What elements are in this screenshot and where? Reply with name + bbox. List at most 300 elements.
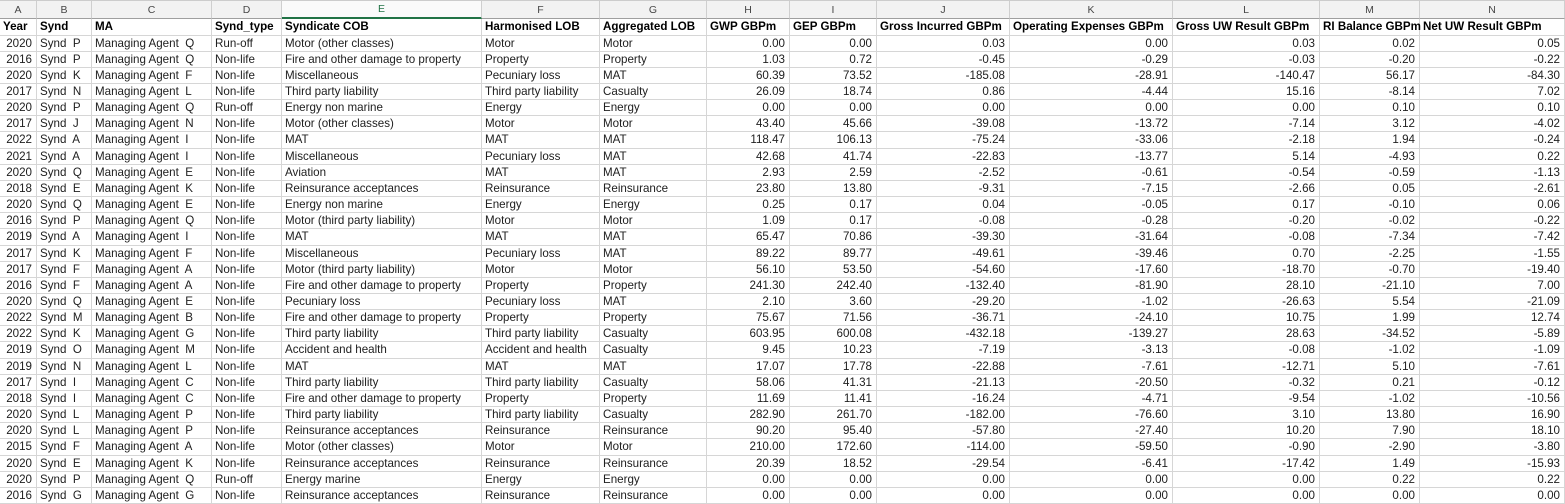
cell[interactable]: -18.70 [1173, 262, 1320, 278]
cell[interactable]: 7.90 [1320, 423, 1420, 439]
cell[interactable]: Pecuniary loss [482, 68, 600, 84]
cell[interactable]: 2017 [0, 246, 37, 262]
cell[interactable]: 0.00 [707, 36, 790, 52]
cell[interactable]: -9.31 [877, 181, 1010, 197]
cell[interactable]: 1.49 [1320, 456, 1420, 472]
cell[interactable]: Synd K [37, 326, 92, 342]
cell[interactable]: -1.09 [1420, 342, 1565, 358]
cell[interactable]: Non-life [212, 262, 282, 278]
cell[interactable]: Synd A [37, 229, 92, 245]
cell[interactable]: 2016 [0, 278, 37, 294]
cell[interactable]: -34.52 [1320, 326, 1420, 342]
cell[interactable]: Property [482, 391, 600, 407]
cell[interactable]: -22.83 [877, 149, 1010, 165]
cell[interactable]: Casualty [600, 84, 707, 100]
cell[interactable]: -75.24 [877, 132, 1010, 148]
header-cell-N[interactable]: Net UW Result GBPm [1420, 19, 1565, 36]
cell[interactable]: Managing Agent E [92, 165, 212, 181]
cell[interactable]: -21.13 [877, 375, 1010, 391]
cell[interactable]: Motor (other classes) [282, 36, 482, 52]
cell[interactable]: Managing Agent P [92, 423, 212, 439]
cell[interactable]: Synd K [37, 68, 92, 84]
cell[interactable]: Energy marine [282, 472, 482, 488]
cell[interactable]: Managing Agent A [92, 439, 212, 455]
cell[interactable]: 2020 [0, 165, 37, 181]
cell[interactable]: 2020 [0, 456, 37, 472]
cell[interactable]: 0.10 [1320, 100, 1420, 116]
cell[interactable]: Non-life [212, 181, 282, 197]
cell[interactable]: 2016 [0, 213, 37, 229]
cell[interactable]: Energy [482, 472, 600, 488]
header-cell-H[interactable]: GWP GBPm [707, 19, 790, 36]
header-cell-K[interactable]: Operating Expenses GBPm [1010, 19, 1173, 36]
cell[interactable]: 210.00 [707, 439, 790, 455]
cell[interactable]: Non-life [212, 213, 282, 229]
cell[interactable]: -0.20 [1173, 213, 1320, 229]
cell[interactable]: Accident and health [482, 342, 600, 358]
cell[interactable]: 0.00 [1320, 488, 1420, 504]
header-cell-L[interactable]: Gross UW Result GBPm [1173, 19, 1320, 36]
cell[interactable]: -54.60 [877, 262, 1010, 278]
cell[interactable]: 0.10 [1420, 100, 1565, 116]
cell[interactable]: 0.00 [790, 472, 877, 488]
cell[interactable]: 0.00 [1420, 488, 1565, 504]
cell[interactable]: -8.14 [1320, 84, 1420, 100]
cell[interactable]: Reinsurance [600, 488, 707, 504]
cell[interactable]: 1.99 [1320, 310, 1420, 326]
cell[interactable]: 18.52 [790, 456, 877, 472]
cell[interactable]: 16.90 [1420, 407, 1565, 423]
cell[interactable]: -31.64 [1010, 229, 1173, 245]
column-letter-K[interactable]: K [1010, 1, 1173, 19]
cell[interactable]: Motor [600, 262, 707, 278]
cell[interactable]: 0.00 [1173, 488, 1320, 504]
header-cell-I[interactable]: GEP GBPm [790, 19, 877, 36]
cell[interactable]: 2020 [0, 36, 37, 52]
cell[interactable]: 0.05 [1320, 181, 1420, 197]
cell[interactable]: Synd I [37, 375, 92, 391]
cell[interactable]: Motor [600, 213, 707, 229]
cell[interactable]: Managing Agent C [92, 391, 212, 407]
cell[interactable]: Third party liability [282, 326, 482, 342]
column-letter-C[interactable]: C [92, 1, 212, 19]
cell[interactable]: 2019 [0, 359, 37, 375]
cell[interactable]: Managing Agent F [92, 68, 212, 84]
cell[interactable]: -29.54 [877, 456, 1010, 472]
cell[interactable]: -182.00 [877, 407, 1010, 423]
column-letter-G[interactable]: G [600, 1, 707, 19]
cell[interactable]: 2017 [0, 116, 37, 132]
cell[interactable]: MAT [482, 165, 600, 181]
cell[interactable]: Pecuniary loss [482, 246, 600, 262]
cell[interactable]: 1.03 [707, 52, 790, 68]
cell[interactable]: 11.69 [707, 391, 790, 407]
cell[interactable]: 70.86 [790, 229, 877, 245]
cell[interactable]: 2018 [0, 391, 37, 407]
cell[interactable]: Property [482, 52, 600, 68]
cell[interactable]: Motor [482, 116, 600, 132]
cell[interactable]: Managing Agent Q [92, 36, 212, 52]
cell[interactable]: Property [600, 278, 707, 294]
cell[interactable]: 1.94 [1320, 132, 1420, 148]
cell[interactable]: Property [482, 310, 600, 326]
cell[interactable]: Synd L [37, 407, 92, 423]
column-letter-B[interactable]: B [37, 1, 92, 19]
cell[interactable]: -0.22 [1420, 213, 1565, 229]
cell[interactable]: Non-life [212, 116, 282, 132]
cell[interactable]: Synd P [37, 100, 92, 116]
cell[interactable]: 60.39 [707, 68, 790, 84]
cell[interactable]: -0.22 [1420, 52, 1565, 68]
cell[interactable]: Synd Q [37, 294, 92, 310]
cell[interactable]: -76.60 [1010, 407, 1173, 423]
cell[interactable]: Fire and other damage to property [282, 310, 482, 326]
cell[interactable]: Synd I [37, 391, 92, 407]
cell[interactable]: 13.80 [1320, 407, 1420, 423]
cell[interactable]: 0.00 [707, 472, 790, 488]
cell[interactable]: 0.00 [790, 488, 877, 504]
cell[interactable]: 56.17 [1320, 68, 1420, 84]
cell[interactable]: -0.08 [877, 213, 1010, 229]
cell[interactable]: 15.16 [1173, 84, 1320, 100]
cell[interactable]: Managing Agent L [92, 359, 212, 375]
cell[interactable]: -140.47 [1173, 68, 1320, 84]
cell[interactable]: 17.78 [790, 359, 877, 375]
cell[interactable]: 43.40 [707, 116, 790, 132]
cell[interactable]: 28.10 [1173, 278, 1320, 294]
cell[interactable]: Managing Agent Q [92, 213, 212, 229]
cell[interactable]: -0.45 [877, 52, 1010, 68]
cell[interactable]: Non-life [212, 52, 282, 68]
cell[interactable]: MAT [600, 294, 707, 310]
cell[interactable]: Non-life [212, 439, 282, 455]
column-letter-A[interactable]: A [0, 1, 37, 19]
cell[interactable]: 7.02 [1420, 84, 1565, 100]
cell[interactable]: MAT [282, 229, 482, 245]
cell[interactable]: 2017 [0, 375, 37, 391]
cell[interactable]: 0.70 [1173, 246, 1320, 262]
cell[interactable]: 95.40 [790, 423, 877, 439]
cell[interactable]: Energy [482, 197, 600, 213]
cell[interactable]: Reinsurance [600, 456, 707, 472]
header-cell-F[interactable]: Harmonised LOB [482, 19, 600, 36]
cell[interactable]: -13.72 [1010, 116, 1173, 132]
cell[interactable]: 23.80 [707, 181, 790, 197]
cell[interactable]: -33.06 [1010, 132, 1173, 148]
cell[interactable]: Third party liability [282, 375, 482, 391]
cell[interactable]: 5.14 [1173, 149, 1320, 165]
cell[interactable]: 2020 [0, 407, 37, 423]
cell[interactable]: -39.30 [877, 229, 1010, 245]
cell[interactable]: 41.31 [790, 375, 877, 391]
cell[interactable]: 2020 [0, 423, 37, 439]
cell[interactable]: 0.22 [1420, 149, 1565, 165]
cell[interactable]: -0.54 [1173, 165, 1320, 181]
cell[interactable]: Motor [600, 116, 707, 132]
column-letter-J[interactable]: J [877, 1, 1010, 19]
cell[interactable]: 1.09 [707, 213, 790, 229]
cell[interactable]: 2016 [0, 52, 37, 68]
cell[interactable]: Synd P [37, 472, 92, 488]
cell[interactable]: Third party liability [482, 84, 600, 100]
cell[interactable]: Third party liability [482, 326, 600, 342]
cell[interactable]: Pecuniary loss [482, 294, 600, 310]
cell[interactable]: 2020 [0, 68, 37, 84]
cell[interactable]: Motor [600, 439, 707, 455]
cell[interactable]: Miscellaneous [282, 68, 482, 84]
cell[interactable]: 600.08 [790, 326, 877, 342]
cell[interactable]: Managing Agent Q [92, 472, 212, 488]
cell[interactable]: -21.09 [1420, 294, 1565, 310]
cell[interactable]: 172.60 [790, 439, 877, 455]
cell[interactable]: -84.30 [1420, 68, 1565, 84]
cell[interactable]: -24.10 [1010, 310, 1173, 326]
cell[interactable]: -132.40 [877, 278, 1010, 294]
cell[interactable]: 65.47 [707, 229, 790, 245]
cell[interactable]: -4.93 [1320, 149, 1420, 165]
cell[interactable]: -81.90 [1010, 278, 1173, 294]
cell[interactable]: Third party liability [282, 407, 482, 423]
cell[interactable]: Managing Agent P [92, 407, 212, 423]
cell[interactable]: 10.23 [790, 342, 877, 358]
cell[interactable]: -0.08 [1173, 229, 1320, 245]
cell[interactable]: 45.66 [790, 116, 877, 132]
cell[interactable]: Property [482, 278, 600, 294]
cell[interactable]: Non-life [212, 246, 282, 262]
cell[interactable]: 2021 [0, 149, 37, 165]
cell[interactable]: -12.71 [1173, 359, 1320, 375]
cell[interactable]: -0.32 [1173, 375, 1320, 391]
cell[interactable]: Reinsurance acceptances [282, 456, 482, 472]
cell[interactable]: Run-off [212, 472, 282, 488]
cell[interactable]: Casualty [600, 326, 707, 342]
cell[interactable]: -0.08 [1173, 342, 1320, 358]
cell[interactable]: 0.00 [707, 488, 790, 504]
cell[interactable]: MAT [600, 246, 707, 262]
cell[interactable]: -28.91 [1010, 68, 1173, 84]
cell[interactable]: -59.50 [1010, 439, 1173, 455]
cell[interactable]: Non-life [212, 342, 282, 358]
cell[interactable]: -36.71 [877, 310, 1010, 326]
cell[interactable]: 2019 [0, 342, 37, 358]
cell[interactable]: -39.46 [1010, 246, 1173, 262]
cell[interactable]: Synd G [37, 488, 92, 504]
cell[interactable]: -0.29 [1010, 52, 1173, 68]
cell[interactable]: 53.50 [790, 262, 877, 278]
cell[interactable]: -1.02 [1010, 294, 1173, 310]
cell[interactable]: MAT [482, 132, 600, 148]
cell[interactable]: 0.00 [1010, 36, 1173, 52]
cell[interactable]: -0.05 [1010, 197, 1173, 213]
header-cell-B[interactable]: Synd [37, 19, 92, 36]
cell[interactable]: Synd E [37, 181, 92, 197]
cell[interactable]: Reinsurance acceptances [282, 181, 482, 197]
cell[interactable]: 0.00 [790, 100, 877, 116]
cell[interactable]: Synd K [37, 246, 92, 262]
cell[interactable]: 18.10 [1420, 423, 1565, 439]
cell[interactable]: Synd E [37, 456, 92, 472]
cell[interactable]: Run-off [212, 100, 282, 116]
cell[interactable]: Managing Agent F [92, 246, 212, 262]
cell[interactable]: Property [600, 391, 707, 407]
cell[interactable]: Property [600, 310, 707, 326]
cell[interactable]: MAT [600, 149, 707, 165]
cell[interactable]: -0.28 [1010, 213, 1173, 229]
column-letter-N[interactable]: N [1420, 1, 1565, 19]
cell[interactable]: 0.05 [1420, 36, 1565, 52]
header-cell-A[interactable]: Year [0, 19, 37, 36]
cell[interactable]: -114.00 [877, 439, 1010, 455]
cell[interactable]: 41.74 [790, 149, 877, 165]
cell[interactable]: Motor [482, 262, 600, 278]
cell[interactable]: Managing Agent I [92, 229, 212, 245]
cell[interactable]: 0.04 [877, 197, 1010, 213]
cell[interactable]: -16.24 [877, 391, 1010, 407]
cell[interactable]: 2020 [0, 294, 37, 310]
cell[interactable]: 7.00 [1420, 278, 1565, 294]
cell[interactable]: 71.56 [790, 310, 877, 326]
cell[interactable]: -0.90 [1173, 439, 1320, 455]
cell[interactable]: 3.10 [1173, 407, 1320, 423]
cell[interactable]: -1.02 [1320, 342, 1420, 358]
cell[interactable]: Synd F [37, 262, 92, 278]
cell[interactable]: 12.74 [1420, 310, 1565, 326]
cell[interactable]: 0.86 [877, 84, 1010, 100]
cell[interactable]: -2.25 [1320, 246, 1420, 262]
cell[interactable]: 0.00 [877, 100, 1010, 116]
cell[interactable]: Non-life [212, 68, 282, 84]
cell[interactable]: Reinsurance [482, 456, 600, 472]
cell[interactable]: Third party liability [482, 375, 600, 391]
cell[interactable]: Motor [482, 439, 600, 455]
cell[interactable]: Non-life [212, 423, 282, 439]
cell[interactable]: Energy [600, 197, 707, 213]
cell[interactable]: 0.72 [790, 52, 877, 68]
cell[interactable]: 2017 [0, 262, 37, 278]
cell[interactable]: Casualty [600, 375, 707, 391]
cell[interactable]: 2.59 [790, 165, 877, 181]
cell[interactable]: -1.55 [1420, 246, 1565, 262]
cell[interactable]: 90.20 [707, 423, 790, 439]
cell[interactable]: 73.52 [790, 68, 877, 84]
cell[interactable]: MAT [482, 359, 600, 375]
cell[interactable]: -0.12 [1420, 375, 1565, 391]
column-letter-H[interactable]: H [707, 1, 790, 19]
cell[interactable]: Non-life [212, 278, 282, 294]
cell[interactable]: Synd M [37, 310, 92, 326]
cell[interactable]: Managing Agent G [92, 488, 212, 504]
cell[interactable]: -7.61 [1010, 359, 1173, 375]
cell[interactable]: -17.60 [1010, 262, 1173, 278]
cell[interactable]: MAT [282, 132, 482, 148]
cell[interactable]: Synd P [37, 213, 92, 229]
cell[interactable]: 42.68 [707, 149, 790, 165]
cell[interactable]: Managing Agent C [92, 375, 212, 391]
cell[interactable]: 106.13 [790, 132, 877, 148]
cell[interactable]: Aviation [282, 165, 482, 181]
cell[interactable]: Third party liability [482, 407, 600, 423]
cell[interactable]: 241.30 [707, 278, 790, 294]
cell[interactable]: -27.40 [1010, 423, 1173, 439]
cell[interactable]: -4.71 [1010, 391, 1173, 407]
cell[interactable]: 0.00 [1010, 472, 1173, 488]
cell[interactable]: 5.10 [1320, 359, 1420, 375]
column-letter-D[interactable]: D [212, 1, 282, 19]
cell[interactable]: Non-life [212, 310, 282, 326]
cell[interactable]: -29.20 [877, 294, 1010, 310]
cell[interactable]: 0.17 [1173, 197, 1320, 213]
cell[interactable]: -0.20 [1320, 52, 1420, 68]
cell[interactable]: -1.02 [1320, 391, 1420, 407]
cell[interactable]: -57.80 [877, 423, 1010, 439]
cell[interactable]: -0.24 [1420, 132, 1565, 148]
cell[interactable]: -7.14 [1173, 116, 1320, 132]
cell[interactable]: Synd A [37, 149, 92, 165]
cell[interactable]: -2.18 [1173, 132, 1320, 148]
cell[interactable]: -39.08 [877, 116, 1010, 132]
cell[interactable]: Managing Agent I [92, 149, 212, 165]
cell[interactable]: Synd P [37, 52, 92, 68]
cell[interactable]: -7.42 [1420, 229, 1565, 245]
cell[interactable]: Run-off [212, 36, 282, 52]
cell[interactable]: Motor (third party liability) [282, 213, 482, 229]
cell[interactable]: Motor (other classes) [282, 439, 482, 455]
cell[interactable]: 2018 [0, 181, 37, 197]
cell[interactable]: 18.74 [790, 84, 877, 100]
header-cell-D[interactable]: Synd_type [212, 19, 282, 36]
cell[interactable]: 2019 [0, 229, 37, 245]
cell[interactable]: Managing Agent K [92, 181, 212, 197]
column-letter-E[interactable]: E [282, 1, 482, 19]
cell[interactable]: Synd F [37, 278, 92, 294]
cell[interactable]: Miscellaneous [282, 246, 482, 262]
cell[interactable]: 58.06 [707, 375, 790, 391]
cell[interactable]: Non-life [212, 197, 282, 213]
cell[interactable]: Non-life [212, 84, 282, 100]
cell[interactable]: Reinsurance [482, 423, 600, 439]
header-cell-J[interactable]: Gross Incurred GBPm [877, 19, 1010, 36]
cell[interactable]: -5.89 [1420, 326, 1565, 342]
column-letter-M[interactable]: M [1320, 1, 1420, 19]
header-cell-E[interactable]: Syndicate COB [282, 19, 482, 36]
cell[interactable]: 0.03 [877, 36, 1010, 52]
cell[interactable]: 2017 [0, 84, 37, 100]
cell[interactable]: 11.41 [790, 391, 877, 407]
cell[interactable]: 10.20 [1173, 423, 1320, 439]
cell[interactable]: -0.10 [1320, 197, 1420, 213]
cell[interactable]: 0.22 [1420, 472, 1565, 488]
cell[interactable]: Reinsurance [482, 488, 600, 504]
header-cell-G[interactable]: Aggregated LOB [600, 19, 707, 36]
cell[interactable]: Non-life [212, 326, 282, 342]
cell[interactable]: Non-life [212, 229, 282, 245]
column-letter-I[interactable]: I [790, 1, 877, 19]
cell[interactable]: Motor [482, 36, 600, 52]
cell[interactable]: 89.77 [790, 246, 877, 262]
cell[interactable]: -4.02 [1420, 116, 1565, 132]
cell[interactable]: Property [600, 52, 707, 68]
cell[interactable]: -13.77 [1010, 149, 1173, 165]
cell[interactable]: Synd Q [37, 165, 92, 181]
cell[interactable]: 282.90 [707, 407, 790, 423]
cell[interactable]: -2.52 [877, 165, 1010, 181]
cell[interactable]: Synd L [37, 423, 92, 439]
cell[interactable]: 0.21 [1320, 375, 1420, 391]
cell[interactable]: 5.54 [1320, 294, 1420, 310]
cell[interactable]: -0.70 [1320, 262, 1420, 278]
cell[interactable]: 0.00 [1173, 472, 1320, 488]
cell[interactable]: Miscellaneous [282, 149, 482, 165]
